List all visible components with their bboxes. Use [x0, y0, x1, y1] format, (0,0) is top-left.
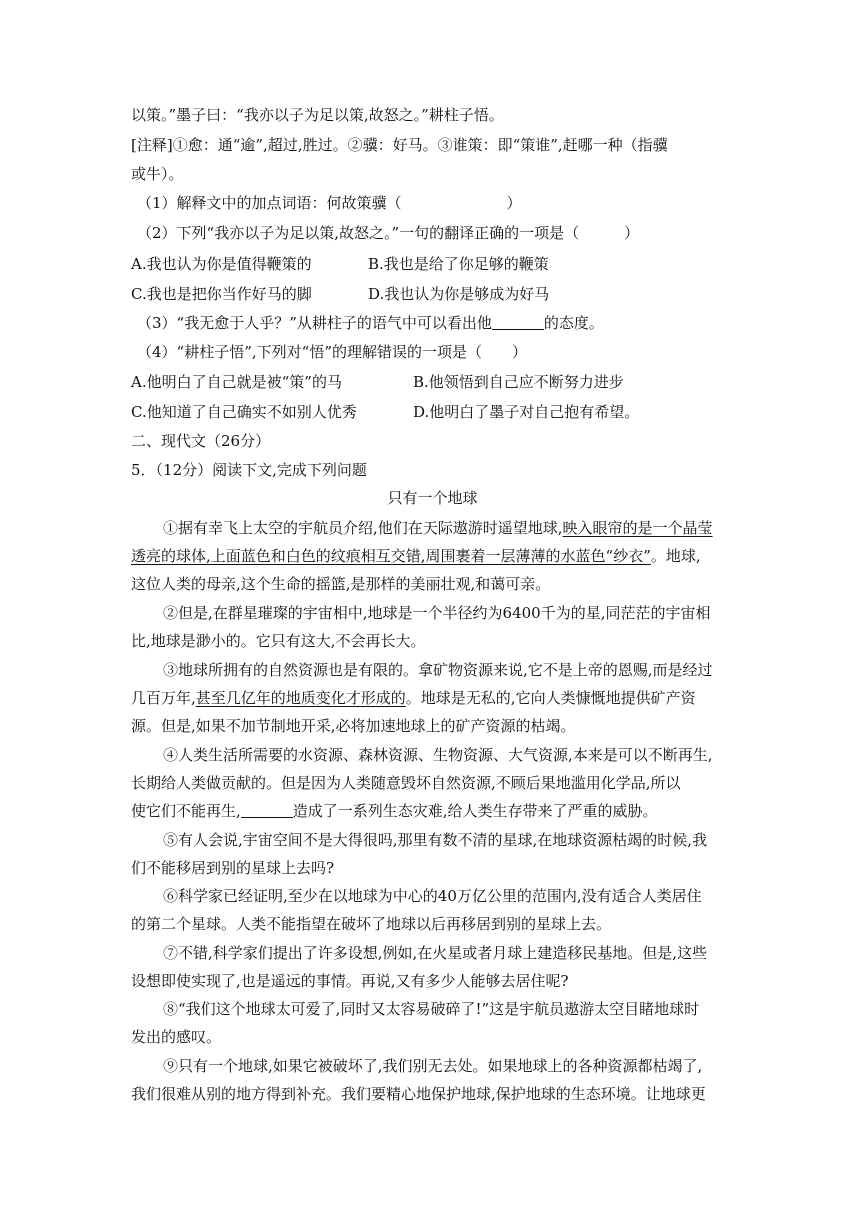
paragraph-1-line-2	[131, 546, 701, 566]
paragraph-3-line-2	[131, 688, 696, 708]
paragraph-1-line-1	[163, 518, 713, 538]
annotation-line-cont: 或牛）。	[131, 165, 184, 183]
answer-blank	[492, 314, 544, 330]
question-2-option-c: C.我也是把你当作好马的脚	[131, 285, 312, 303]
paragraph-3-line-1: ③地球所拥有的自然资源也是有限的。拿矿物资源来说,它不是上帝的恩赐,而是经过	[163, 661, 713, 679]
p1-text-cont: 。地球,	[650, 547, 701, 565]
paragraph-6-line-1: ⑥科学家已经证明,至少在以地球为中心的40万亿公里的范围内,没有适合人类居住	[163, 887, 702, 905]
paragraph-6-line-2: 的第二个星球。人类不能指望在破坏了地球以后再移居到别的星球上去。	[131, 915, 612, 933]
paragraph-4-line-1: ④人类生活所需要的水资源、森林资源、生物资源、大气资源,本来是可以不断再生,	[163, 746, 713, 764]
question-4-option-d: D.他明白了墨子对自己抱有希望。	[413, 403, 640, 421]
paragraph-2-line-2: 比,地球是渺小的。它只有这大,不会再长大。	[131, 632, 426, 650]
paragraph-8-line-1: ⑧“我们这个地球太可爱了,同时又太容易破碎了!”这是宇航员遨游太空目睹地球时	[163, 1000, 700, 1018]
annotation-line: [注释]①愈：通“逾”,超过,胜过。②骥：好马。③谁策：即“策谁”,赶哪一种（指骥	[131, 136, 668, 154]
paragraph-3-line-3: 源。但是,如果不加节制地开采,必将加速地球上的矿产资源的枯竭。	[131, 717, 576, 735]
question-1: （1）解释文中的加点词语：何故策骥（ ）	[137, 194, 522, 212]
question-4-option-b: B.他领悟到自己应不断努力进步	[413, 373, 624, 391]
p3-text: 几百万年,	[131, 689, 196, 707]
paragraph-5-line-2: 们不能移居到别的星球上去吗?	[131, 859, 335, 877]
paragraph-9-line-2: 我们很难从别的地方得到补充。我们要精心地保护地球,保护地球的生态环境。让地球更	[131, 1085, 706, 1103]
paragraph-7-line-2: 设想即使实现了,也是遥远的事情。再说,又有多少人能够去居住呢?	[131, 972, 569, 990]
underlined-sentence: 映入眼帘的是一个晶莹	[562, 519, 713, 537]
question-4: （4）“耕柱子悟”,下列对“悟”的理解错误的一项是（ ）	[137, 343, 527, 361]
paragraph-2-line-1: ②但是,在群星璀璨的宇宙相中,地球是一个半径约为6400千为的星,同茫茫的宇宙相	[163, 604, 711, 622]
question-2-option-a: A.我也认为你是值得鞭策的	[131, 255, 312, 273]
paragraph-8-line-2: 发出的感叹。	[131, 1028, 222, 1046]
p3-text-cont: 。地球是无私的,它向人类慷慨地提供矿产资	[405, 689, 696, 707]
paragraph-4-line-2: 长期给人类做贡献的。但是因为人类随意毁坏自然资源,不顾后果地滥用化学品,所以	[131, 774, 681, 792]
question-4-option-a: A.他明白了自己就是被“策”的马	[131, 373, 342, 391]
question-3-text: （3）“我无愈于人乎？”从耕柱子的语气中可以看出他	[137, 314, 492, 332]
article-title: 只有一个地球	[387, 489, 478, 507]
paragraph-1-line-3: 这位人类的母亲,这个生命的摇篮,是那样的美丽壮观,和蔼可亲。	[131, 575, 551, 593]
paragraph-7-line-1: ⑦不错,科学家们提出了许多设想,例如,在火星或者月球上建造移民基地。但是,这些	[163, 944, 708, 962]
question-3-text-end: 的态度。	[543, 314, 604, 332]
question-5: 5．（12分）阅读下文,完成下列问题	[131, 461, 367, 479]
passage-ending: 以策。”墨子曰：“我亦以子为足以策,故怒之。”耕柱子悟。	[131, 106, 504, 124]
paragraph-9-line-1: ⑨只有一个地球,如果它被破坏了,我们别无去处。如果地球上的各种资源都枯竭了,	[163, 1057, 703, 1075]
p1-text: ①据有幸飞上太空的宇航员介绍,他们在天际遨游时遥望地球,	[163, 519, 563, 537]
question-2-option-b: B.我也是给了你足够的鞭策	[368, 255, 549, 273]
section-heading: 二、现代文（26分）	[131, 432, 271, 450]
p4-text-cont: 造成了一系列生态灾难,给人类生存带来了严重的威胁。	[292, 802, 658, 820]
paragraph-5-line-1: ⑤有人会说,宇宙空间不是大得很吗,那里有数不清的星球,在地球资源枯竭的时候,我	[163, 831, 708, 849]
question-4-option-c: C.他知道了自己确实不如别人优秀	[131, 403, 357, 421]
p4-text: 使它们不能再生,	[131, 802, 241, 820]
answer-blank	[241, 802, 293, 818]
paragraph-4-line-3	[131, 801, 658, 821]
question-3	[137, 313, 604, 333]
question-2: （2）下列“我亦以子为足以策,故怒之。”一句的翻译正确的一项是（ ）	[137, 224, 640, 242]
underlined-phrase: 甚至几亿年的地质变化才形成的	[195, 689, 406, 707]
underlined-sentence-cont: 透亮的球体,上面蓝色和白色的纹痕相互交错,周围裹着一层薄薄的水蓝色“纱衣”	[131, 547, 651, 565]
question-2-option-d: D.我也认为你是够成为好马	[368, 285, 550, 303]
